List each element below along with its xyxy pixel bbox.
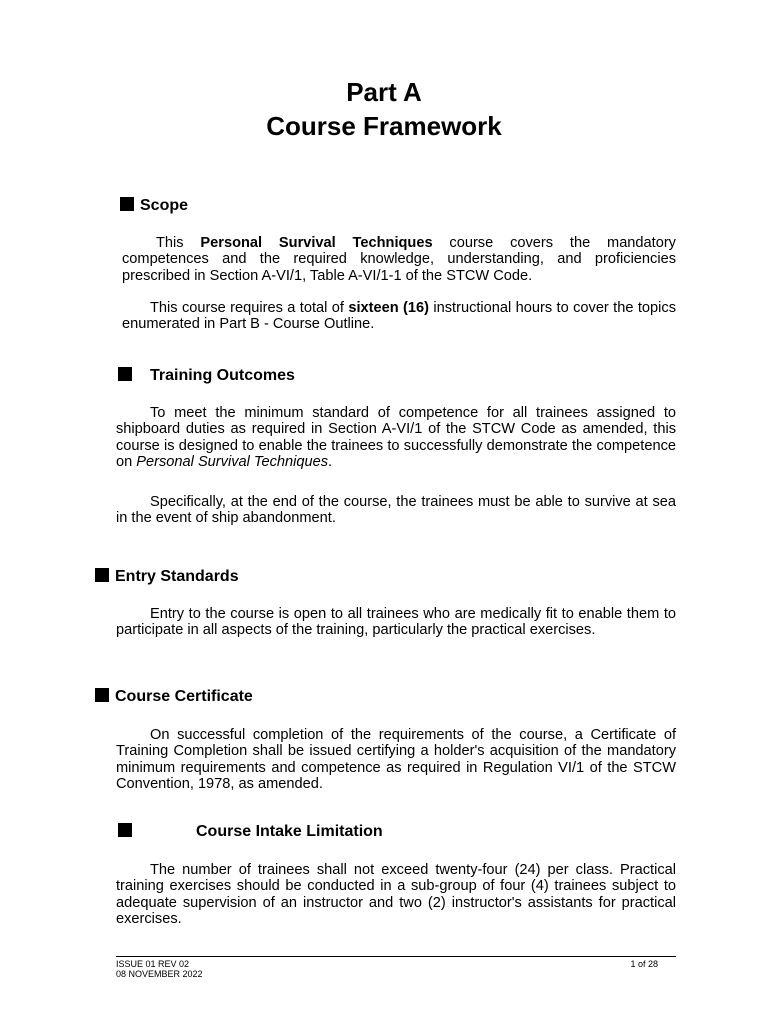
bullet-square-icon [120,197,134,211]
entry-paragraph [116,606,676,639]
bold-text: sixteen (16) [348,300,429,316]
text: This [156,235,201,251]
scope-paragraph-1 [122,235,676,284]
bullet-square-icon [95,688,109,702]
heading-text: Course Certificate [115,688,253,705]
page-title-part: Part A [346,77,422,107]
text: course covers the mandatory competences and the required knowledge, understanding, and proficiencies prescribed in Section A-VI/1, Table A-VI/1-1 of the STCW Code. [122,235,676,284]
section-heading-scope [120,196,188,216]
section-heading-course-intake-limitation [118,822,383,842]
heading-text: Scope [140,197,189,214]
section-heading-entry-standards [95,567,239,587]
heading-text: Training Outcomes [150,367,295,384]
section-heading-course-certificate [95,687,253,707]
certificate-paragraph [116,727,676,793]
footer-page-number: 1 of 28 [630,959,658,969]
section-heading-training-outcomes [118,366,295,386]
bold-text: Personal Survival Techniques [200,235,433,251]
text: This course requires a total of [150,300,349,316]
page-title: Course Framework [266,111,502,141]
footer-date: 08 NOVEMBER 2022 [116,969,203,979]
intake-paragraph [116,862,676,928]
text: To meet the minimum standard of competence for all trainees assigned to shipboard duties as required in Section A-VI/1 of the STCW Code as amended, this course is designed to enable the trainees to successfully demonstrate the competence on [116,405,676,471]
bullet-square-icon [95,568,109,582]
heading-text: Entry Standards [115,568,239,585]
text: On successful completion of the requirements of the course, a Certificate of Training Completion shall be issued certifying a holder's acquisition of the mandatory minimum requirements and competence as required in Regulation VI/1 of the STCW Convention, 1978, as amended. [116,727,676,793]
bullet-square-icon [118,367,132,381]
text: instructional hours to cover the topics enumerated in Part B - Course Outline. [122,300,676,333]
text: Specifically, at the end of the course, the trainees must be able to survive at sea in the event of ship abandonment. [116,494,676,527]
text: . [328,454,333,471]
text: The number of trainees shall not exceed twenty-four (24) per class. Practical training exercises should be conducted in a sub-group of four (4) trainees subject to adequate supervision of an instructor and two (2) instructor's assistants for practical exercises. [116,862,676,928]
page-footer [116,956,676,979]
scope-paragraph-2 [122,300,676,333]
outcomes-paragraph-1 [116,405,676,471]
outcomes-paragraph-2 [116,494,676,527]
heading-text: Course Intake Limitation [196,823,383,840]
bullet-square-icon [118,823,132,837]
text: Entry to the course is open to all trainees who are medically fit to enable them to participate in all aspects of the training, particularly the practical exercises. [116,606,676,639]
footer-issue: ISSUE 01 REV 02 [116,959,190,969]
italic-text: Personal Survival Techniques [136,454,329,471]
